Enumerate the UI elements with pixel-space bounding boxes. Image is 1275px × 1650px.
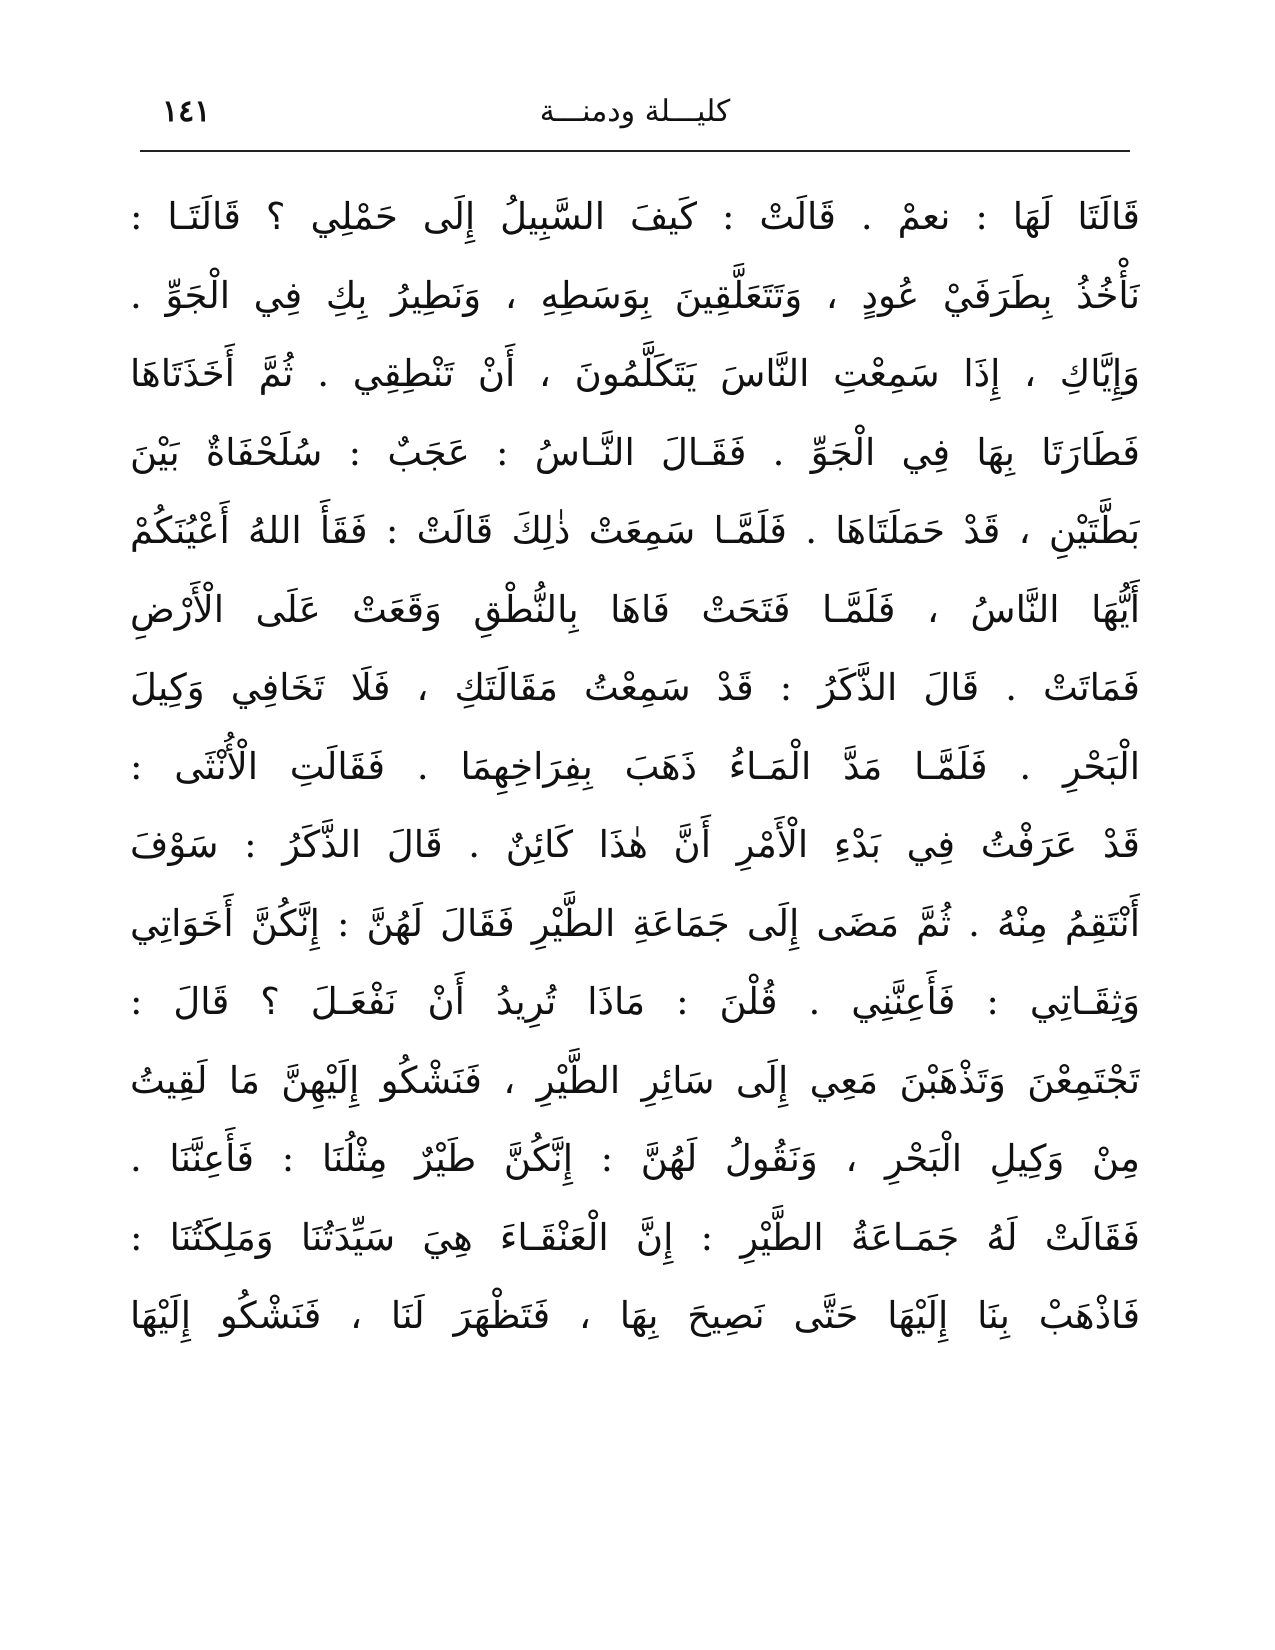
text-line: فَمَاتَتْ . قَالَ الذَّكَرُ : قَدْ سَمِعْتُ مَقَالَتَكِ ، فَلَا تَخَافِي وَكِيلَ [130, 666, 1140, 709]
text-line: فَطَارَتَا بِهَا فِي الْجَوِّ . فَقَـالَ النَّـاسُ : عَجَبٌ : سُلَحْفَاةٌ بَيْنَ [130, 430, 1140, 474]
text-line: نَأْخُذُ بِطَرَفَيْ عُودٍ ، وَتَتَعَلَّقِينَ بِوَسَطِهِ ، وَنَطِيرُ بِكِ فِي الْجَوِّ . [130, 273, 1140, 317]
text-line: أَنْتَقِمُ مِنْهُ . ثُمَّ مَضَى إِلَى جَمَاعَةِ الطَّيْرِ فَقَالَ لَهُنَّ : إِنَّكُنَّ أَخَوَاتِي [130, 901, 1140, 945]
text-line: بَطَّتَيْنِ ، قَدْ حَمَلَتَاهَا . فَلَمَّـا سَمِعَتْ ذٰلِكَ قَالَتْ : فَقَأَ اللهُ أَعْيُنَكُمْ [130, 509, 1140, 552]
text-line: قَالَتَا لَهَا : نعمْ . قَالَتْ : كَيفَ السَّبِيلُ إِلَى حَمْلِي ؟ قَالَتَـا : [130, 195, 1140, 238]
text-line: الْبَحْرِ . فَلَمَّـا مَدَّ الْمَـاءُ ذَهَبَ بِفِرَاخِهِمَا . فَقَالَتِ الْأُنْثَى : [130, 744, 1140, 788]
text-line: تَجْتَمِعْنَ وَتَذْهَبْنَ مَعِي إِلَى سَائِرِ الطَّيْرِ ، فَنَشْكُو إِلَيْهِنَّ مَا لَقِيتُ [130, 1058, 1140, 1102]
text-line: قَدْ عَرَفْتُ فِي بَدْءِ الْأَمْرِ أَنَّ هٰذَا كَائِنٌ . قَالَ الذَّكَرُ : سَوْفَ [130, 823, 1140, 866]
header-rule [140, 150, 1130, 152]
body-text [130, 178, 1140, 1356]
text-line: وَإِيَّاكِ ، إِذَا سَمِعْتِ النَّاسَ يَتَكَلَّمُونَ ، أَنْ تَنْطِقِي . ثُمَّ أَخَذَتَاهَا [130, 352, 1140, 395]
text-line: فَاذْهَبْ بِنَا إِلَيْهَا حَتَّى نَصِيحَ بِهَا ، فَتَظْهَرَ لَنَا ، فَنَشْكُو إِلَيْهَا [130, 1294, 1140, 1337]
page-header [140, 88, 1130, 140]
text-line: أَيُّهَا النَّاسُ ، فَلَمَّـا فَتَحَتْ فَاهَا بِالنُّطْقِ وَقَعَتْ عَلَى الْأَرْضِ [130, 587, 1140, 631]
text-line: وَثِقَـاتِي : فَأَعِنَّنِي . قُلْنَ : مَاذَا تُرِيدُ أَنْ نَفْعَـلَ ؟ قَالَ : [130, 980, 1140, 1023]
page-number: ١٤١ [162, 94, 211, 129]
running-title: كليـــلة ودمنـــة [539, 94, 731, 129]
text-line: فَقَالَتْ لَهُ جَمَـاعَةُ الطَّيْرِ : إِنَّ الْعَنْقَـاءَ هِيَ سَيِّدَتُنَا وَمَلِكَتُنَا : [130, 1215, 1140, 1259]
text-line: مِنْ وَكِيلِ الْبَحْرِ ، وَنَقُولُ لَهُنَّ : إِنَّكُنَّ طَيْرٌ مِثْلُنَا : فَأَعِنَّنَا . [130, 1137, 1140, 1180]
